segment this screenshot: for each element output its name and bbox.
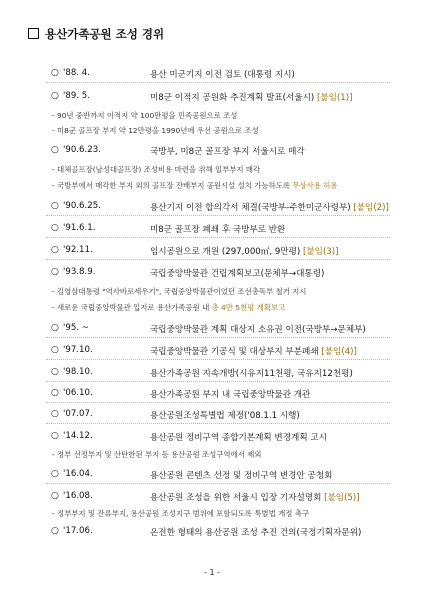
entry-description: 미8군 이적지 공원화 추진계획 발표(서울시) [붙임(1)] <box>150 93 353 103</box>
entry-description: 국립중앙박물관 기공식 및 대상부지 부분폐쇄 [붙임(4)] <box>150 347 357 357</box>
entry-description: 용산공원 정비구역 종합기본계획 변경계획 고시 <box>150 433 327 443</box>
circle-bullet-icon: ○ <box>51 68 59 78</box>
page-number: - 1 - <box>204 568 220 577</box>
timeline-entry <box>0 367 424 381</box>
timeline-entry <box>0 323 424 337</box>
entry-description: 용산가족공원 지속개방(시유지11천평, 국유지12천평) <box>150 369 353 379</box>
sub-note: - 국방부에서 매각한 부지 외의 골프장 잔배부지 공원시설 설치 가능하도록 무상사용 허용 <box>52 181 338 190</box>
entry-date: '92.11. <box>63 245 93 255</box>
section-title <box>28 26 164 42</box>
attachment-ref: [붙임(3)] <box>302 247 339 257</box>
circle-bullet-icon: ○ <box>51 388 59 398</box>
timeline-entry <box>0 409 424 423</box>
circle-bullet-icon: ○ <box>51 201 59 211</box>
circle-bullet-icon: ○ <box>51 431 59 441</box>
entry-date: '16.04. <box>63 469 93 479</box>
entry-description: 국립중앙박물관 계획 대상지 소유권 이전(국방부→문체부) <box>150 325 366 335</box>
circle-bullet-icon: ○ <box>51 267 59 277</box>
circle-bullet-icon: ○ <box>51 491 59 501</box>
timeline-entry <box>0 91 424 105</box>
timeline-entry <box>0 245 424 259</box>
sub-note: - 90년 중반까지 이적지 약 100만평을 민족공원으로 조성 <box>52 111 238 120</box>
entry-description: 국립중앙박물관 건립계획보고(문체부→대통령) <box>150 269 325 279</box>
sub-note: - 정부부지 및 잔류부지, 용산공원 조성지구 범위에 포함되도록 특별법 개정 촉구 <box>52 509 309 518</box>
entry-description: 미8군 골프장 폐쇄 후 국방부로 반환 <box>150 225 286 235</box>
entry-description: 용산기지 이전 합의각서 체결(국방부-주한미군사령부) [붙임(2)] <box>150 203 389 213</box>
section-title-text: 용산가족공원 조성 경위 <box>45 27 165 41</box>
circle-bullet-icon: ○ <box>51 367 59 377</box>
attachment-ref: [붙임(5)] <box>324 493 360 503</box>
circle-bullet-icon: ○ <box>51 469 59 479</box>
timeline-entry <box>0 223 424 237</box>
timeline-entry <box>0 201 424 215</box>
entry-date: '14.12. <box>63 431 93 441</box>
sub-note: - 대체골프장(남성대골프장) 조성비용 마련을 위해 일부부지 매각 <box>52 165 261 174</box>
entry-date: '93.8.9. <box>63 267 96 277</box>
sub-note: - 정부 선정부지 및 산탄한된 부지 등 용산공원 조성구역에서 제외 <box>52 450 262 459</box>
timeline-entry <box>0 526 424 540</box>
circle-bullet-icon: ○ <box>51 223 59 233</box>
sub-note: - 김영삼대통령 "역사바로세우기", 국립중앙박물관이었던 조선총독부 철거 지시 <box>52 287 307 296</box>
circle-bullet-icon: ○ <box>51 409 59 419</box>
entry-description: 용산공원 조성을 위한 서울시 입장 기자설명회 [붙임(5)] <box>150 493 360 503</box>
attachment-ref: [붙임(4)] <box>321 347 357 357</box>
entry-description: 용산가족공원 부지 내 국립중앙박물관 개관 <box>150 390 311 400</box>
entry-date: '90.6.23. <box>63 145 101 155</box>
entry-date: '98.10. <box>63 367 93 377</box>
entry-date: '06.10. <box>63 388 93 398</box>
attachment-ref: [붙임(1)] <box>316 93 353 103</box>
entry-date: '07.07. <box>63 409 93 419</box>
circle-bullet-icon: ○ <box>51 526 59 536</box>
timeline-entry <box>0 68 424 82</box>
entry-description: 용산 미군기지 이전 검토 (대통령 지시) <box>150 70 295 80</box>
entry-date: '97.10. <box>63 345 93 355</box>
sub-note: - 새로운 국립중앙박물관 입지로 용산가족공원 내 총 4만 5천평 계획보고 <box>52 303 286 312</box>
entry-description: 국방부, 미8군 골프장 부지 서울시로 매각 <box>150 147 305 157</box>
timeline-entry <box>0 431 424 445</box>
circle-bullet-icon: ○ <box>51 345 59 355</box>
checkbox-square-icon <box>28 28 39 39</box>
entry-description: 용산공원조성특별법 제정('08.1.1 시행) <box>150 411 300 421</box>
entry-date: '90.6.25. <box>63 201 101 211</box>
entry-date: '88. 4. <box>63 68 90 78</box>
timeline-entry <box>0 469 424 483</box>
entry-date: '17.06. <box>63 526 93 536</box>
entry-date: '95. ~ <box>63 323 89 333</box>
circle-bullet-icon: ○ <box>51 91 59 101</box>
timeline-entry <box>0 388 424 402</box>
entry-description: 온전한 형태의 용산공원 조성 추진 건의(국정기획자문위) <box>150 528 362 538</box>
entry-date: '89. 5. <box>63 91 90 101</box>
timeline-entry <box>0 145 424 159</box>
sub-note: - 미8군 골프장 부지 약 12만평을 1990년에 우선 공원으로 조성 <box>52 126 259 135</box>
circle-bullet-icon: ○ <box>51 245 59 255</box>
entry-date: '16.08. <box>63 491 93 501</box>
entry-description: 용산공원 콘텐츠 선정 및 정비구역 변경안 공청회 <box>150 471 333 481</box>
circle-bullet-icon: ○ <box>51 323 59 333</box>
timeline-entry <box>0 491 424 505</box>
circle-bullet-icon: ○ <box>51 145 59 155</box>
attachment-ref: [붙임(2)] <box>353 203 389 213</box>
entry-description: 임시공원으로 개원 (297,000㎡, 9만평) [붙임(3)] <box>150 247 339 257</box>
entry-date: '91.6.1. <box>63 223 96 233</box>
timeline-entry <box>0 267 424 281</box>
timeline-entry <box>0 345 424 359</box>
